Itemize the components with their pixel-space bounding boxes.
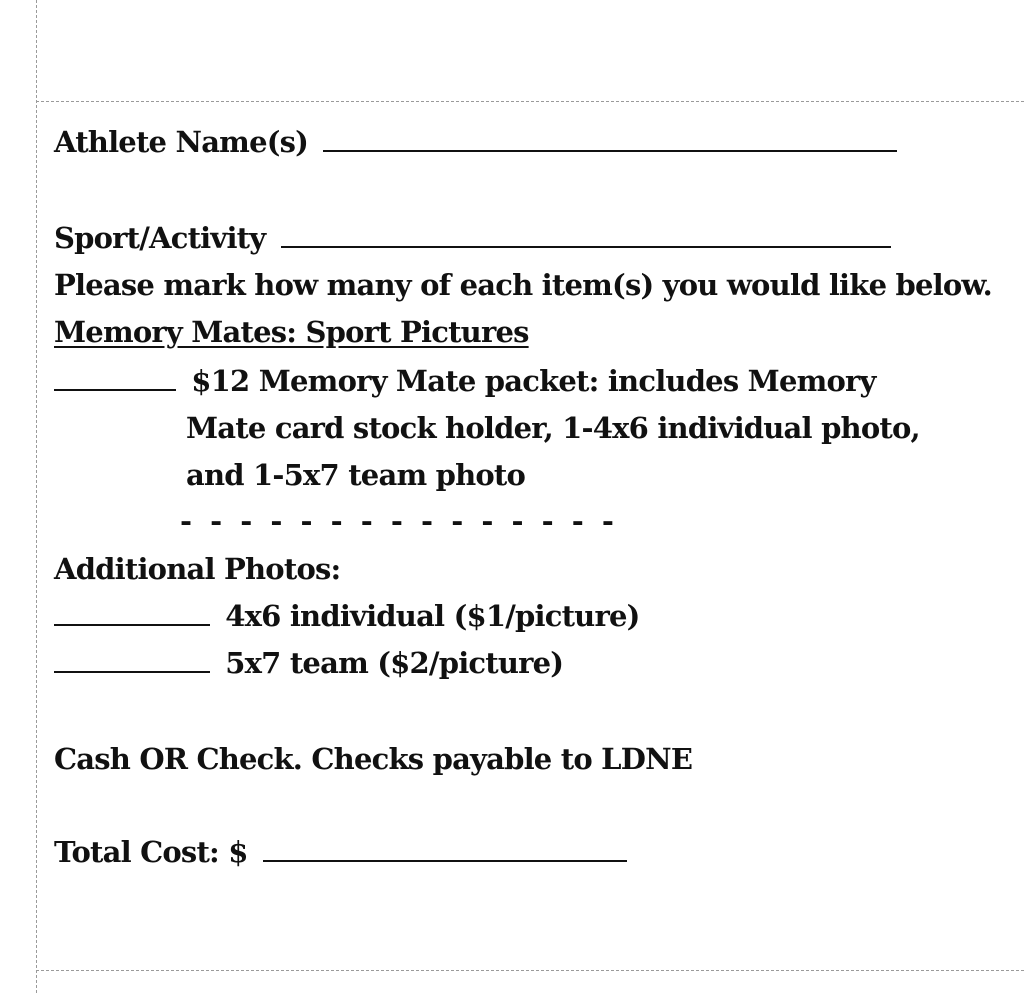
section-separator: - - - - - - - - - - - - - - - xyxy=(180,504,618,538)
top-cut-border xyxy=(36,101,1024,102)
sport-activity-label: Sport/Activity xyxy=(54,221,266,255)
item-5x7-quantity-field[interactable] xyxy=(54,647,210,673)
bottom-cut-border xyxy=(36,970,1024,971)
item-5x7-row xyxy=(54,645,563,681)
left-cut-border xyxy=(36,0,37,993)
athlete-name-row xyxy=(54,124,897,160)
sport-activity-field[interactable] xyxy=(281,222,891,248)
packet-row xyxy=(54,363,876,399)
memory-mates-title: Memory Mates: Sport Pictures xyxy=(54,315,529,349)
sport-activity-row xyxy=(54,220,891,256)
athlete-name-field[interactable] xyxy=(323,126,897,152)
packet-quantity-field[interactable] xyxy=(54,365,176,391)
total-cost-field[interactable] xyxy=(263,836,627,862)
instruction-text: Please mark how many of each item(s) you would like below. xyxy=(54,268,992,302)
total-cost-row xyxy=(54,834,627,870)
packet-description-line1: $12 Memory Mate packet: includes Memory xyxy=(191,364,876,398)
item-4x6-quantity-field[interactable] xyxy=(54,600,210,626)
additional-photos-title: Additional Photos: xyxy=(54,552,341,586)
packet-description-line3: and 1-5x7 team photo xyxy=(186,458,526,492)
item-4x6-label: 4x6 individual ($1/picture) xyxy=(225,599,640,633)
athlete-name-label: Athlete Name(s) xyxy=(54,125,309,159)
item-4x6-row xyxy=(54,598,640,634)
item-5x7-label: 5x7 team ($2/picture) xyxy=(225,646,564,680)
packet-description-line2: Mate card stock holder, 1-4x6 individual photo, xyxy=(186,411,920,445)
total-cost-label: Total Cost: $ xyxy=(54,835,248,869)
payment-note: Cash OR Check. Checks payable to LDNE xyxy=(54,742,693,776)
